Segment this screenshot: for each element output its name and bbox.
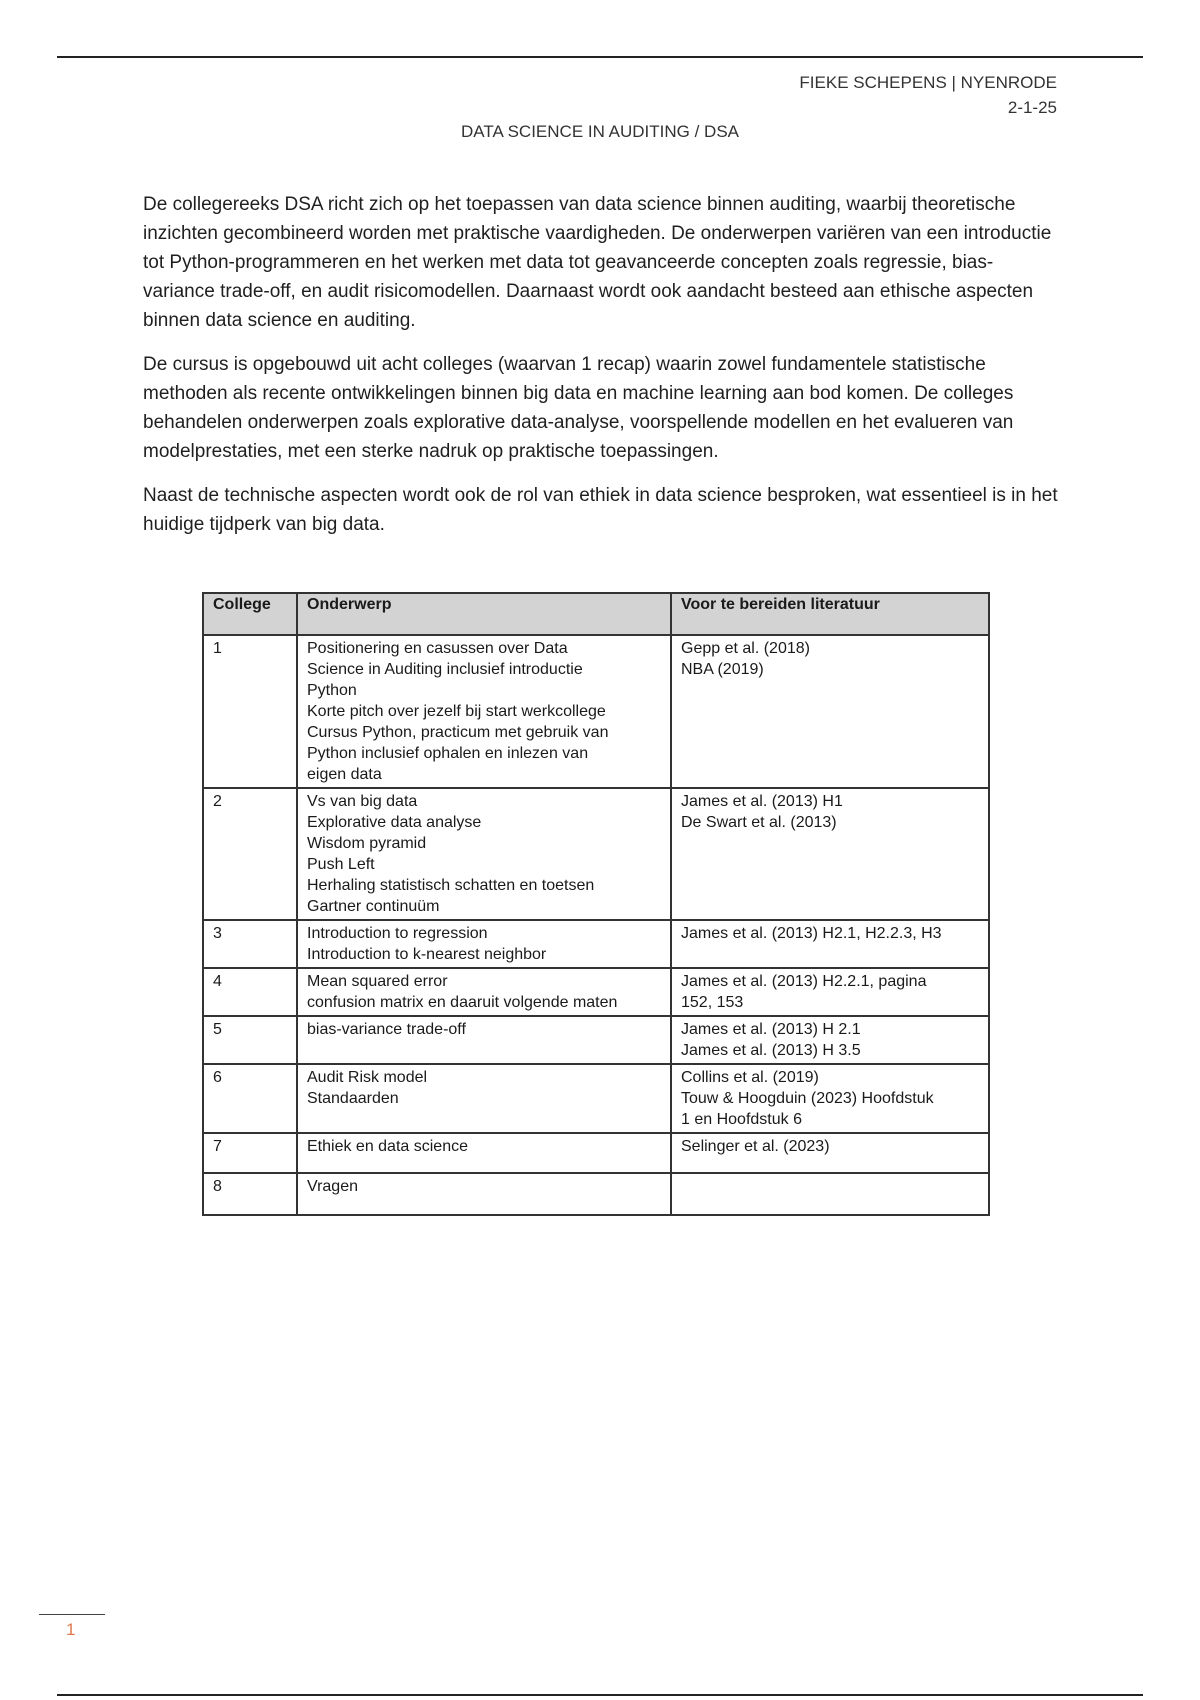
footer-bottom-rule [57,1694,1143,1696]
onderwerp-line: Gartner continuüm [307,898,440,915]
onderwerp-line: Cursus Python, practicum met gebruik van [307,724,609,741]
document-title: DATA SCIENCE IN AUDITING / DSA [460,122,740,141]
onderwerp-line: Positionering en casussen over Data [307,640,568,657]
cell-college: 1 [203,635,297,788]
table-row [203,788,989,920]
page-number: 1 [66,1620,76,1639]
onderwerp-line: Ethiek en data science [307,1138,468,1155]
cell-onderwerp [297,1064,671,1133]
cell-college: 8 [203,1173,297,1215]
literatuur-line: 1 en Hoofdstuk 6 [681,1111,802,1128]
cell-onderwerp [297,1173,671,1215]
literatuur-line: Touw & Hoogduin (2023) Hoofdstuk [681,1090,934,1107]
header-college: College [203,593,297,635]
onderwerp-line: eigen data [307,766,382,783]
onderwerp-line: Science in Auditing inclusief introductie [307,661,583,678]
literatuur-line: James et al. (2013) H1 [681,793,843,810]
paragraph-1: De collegereeks DSA richt zich op het toepassen van data science binnen auditing, waarbij theoretische inzichten gecombineerd worden met praktische vaardigheden. De onderwerpen variëren van een introductie tot Python-programmeren en het werken met data tot geavanceerde concepten zoals regressie, bias-variance trade-off, en audit risicomodellen. Daarnaast wordt ook aandacht besteed aan ethische aspecten binnen data science en auditing. [143,194,1052,331]
paragraph-3: Naast de technische aspecten wordt ook de rol van ethiek in data science besproken, wat essentieel is in het huidige tijdperk van big data. [143,485,1058,535]
cell-literatuur [671,635,989,788]
literatuur-line: James et al. (2013) H 2.1 [681,1021,861,1038]
table-row [203,635,989,788]
onderwerp-line: Audit Risk model [307,1069,428,1086]
cell-onderwerp [297,1133,671,1173]
table-row [203,968,989,1016]
header-date: 2-1-25 [1007,98,1057,117]
header-onderwerp: Onderwerp [297,593,671,635]
literatuur-line: Gepp et al. (2018) [681,640,810,657]
cell-onderwerp [297,920,671,968]
onderwerp-line: confusion matrix en daaruit volgende maten [307,994,618,1011]
cell-college: 7 [203,1133,297,1173]
table-row [203,1173,989,1215]
onderwerp-line: Python inclusief ophalen en inlezen van [307,745,589,762]
body-text [143,190,1063,554]
literatuur-line: De Swart et al. (2013) [681,814,837,831]
cell-onderwerp [297,1016,671,1064]
onderwerp-line: Push Left [307,856,375,873]
cell-literatuur [671,968,989,1016]
cell-onderwerp [297,968,671,1016]
onderwerp-line: bias-variance trade-off [307,1021,466,1038]
cell-college: 4 [203,968,297,1016]
table-row [203,1133,989,1173]
course-table [202,592,990,1216]
header-rule [57,56,1143,58]
onderwerp-line: Standaarden [307,1090,399,1107]
cell-literatuur [671,788,989,920]
cell-literatuur [671,1173,989,1215]
onderwerp-line: Vragen [307,1178,358,1195]
onderwerp-line: Explorative data analyse [307,814,482,831]
onderwerp-line: Wisdom pyramid [307,835,427,852]
cell-college: 3 [203,920,297,968]
table-row [203,1064,989,1133]
table-header-row [203,593,989,635]
onderwerp-line: Introduction to k-nearest neighbor [307,946,547,963]
onderwerp-line: Vs van big data [307,793,418,810]
cell-onderwerp [297,635,671,788]
onderwerp-line: Korte pitch over jezelf bij start werkcollege [307,703,606,720]
literatuur-line: James et al. (2013) H 3.5 [681,1042,861,1059]
literatuur-line: Selinger et al. (2023) [681,1138,830,1155]
literatuur-line: Collins et al. (2019) [681,1069,819,1086]
cell-college: 2 [203,788,297,920]
footer-rule [39,1614,105,1615]
literatuur-line: NBA (2019) [681,661,764,678]
cell-college: 6 [203,1064,297,1133]
cell-college: 5 [203,1016,297,1064]
cell-literatuur [671,1016,989,1064]
cell-literatuur [671,920,989,968]
onderwerp-line: Python [307,682,357,699]
cell-literatuur [671,1064,989,1133]
onderwerp-line: Herhaling statistisch schatten en toetsen [307,877,595,894]
cell-onderwerp [297,788,671,920]
header-literatuur: Voor te bereiden literatuur [671,593,989,635]
onderwerp-line: Introduction to regression [307,925,488,942]
table-row [203,920,989,968]
literatuur-line: James et al. (2013) H2.2.1, pagina [681,973,927,990]
onderwerp-line: Mean squared error [307,973,448,990]
table-row [203,1016,989,1064]
literatuur-line: 152, 153 [681,994,744,1011]
literatuur-line: James et al. (2013) H2.1, H2.2.3, H3 [681,925,942,942]
cell-literatuur [671,1133,989,1173]
header-author: FIEKE SCHEPENS | NYENRODE [799,73,1057,92]
paragraph-2: De cursus is opgebouwd uit acht colleges (waarvan 1 recap) waarin zowel fundamentele statistische methoden als recente ontwikkelingen binnen big data en machine learning aan bod komen. De colleges behandelen onderwerpen zoals explorative data-analyse, voorspellende modellen en het evalueren van modelprestaties, met een sterke nadruk op praktische toepassingen. [143,354,1014,462]
